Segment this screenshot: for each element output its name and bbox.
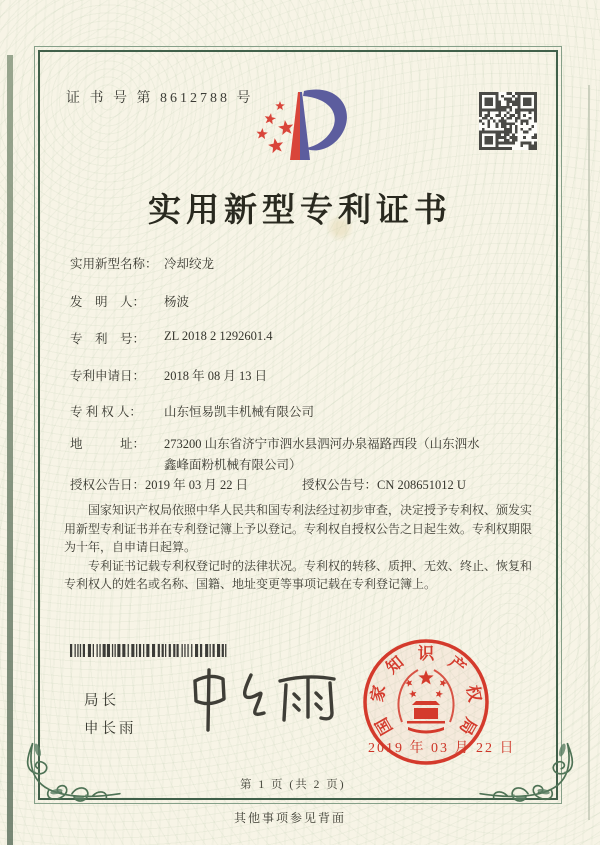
field-label: 实用新型名称：	[70, 257, 158, 271]
grant-number	[302, 475, 466, 493]
field-value: 2018 年 08 月 13 日	[164, 369, 268, 383]
seal-ring-char: 家	[367, 683, 390, 704]
grant-date-value: 2019 年 03 月 22 日	[145, 478, 249, 492]
signature-handwriting	[182, 666, 342, 741]
field-filing-date	[70, 366, 267, 384]
barcode	[70, 644, 232, 658]
field-label: 专利申请日：	[70, 369, 146, 383]
field-patentee	[70, 402, 314, 420]
page-indicator: 第 1 页 (共 2 页)	[240, 779, 346, 791]
corner-ornament-left-icon	[20, 698, 124, 802]
certificate-title: 实用新型专利证书	[148, 193, 452, 229]
field-label: 专 利 权 人：	[70, 405, 142, 419]
field-value: 山东恒易凯丰机械有限公司	[164, 405, 315, 419]
qr-code	[479, 92, 537, 150]
commissioner-title: 局长	[84, 693, 119, 709]
body-paragraph-1: 国家知识产权局依照中华人民共和国专利法经过初步审查，决定授予专利权、颁发实用新型专利证书并在专利登记簿上予以登记。专利权自授权公告之日起生效。专利权期限为十年，自申请日起算。	[64, 503, 533, 555]
grant-date	[70, 475, 248, 493]
back-note: 其他事项参见背面	[233, 811, 346, 825]
body-paragraph-2: 专利证书记载专利权登记时的法律状况。专利权的转移、质押、无效、终止、恢复和专利权人的姓名或名称、国籍、地址变更等事项记载在专利登记簿上。	[64, 558, 533, 592]
seal-ring-char: 识	[417, 644, 435, 663]
seal-date: 2019 年 03 月 22 日	[368, 741, 516, 756]
seal-ring-char: 产	[444, 652, 470, 678]
scan-edge-left	[7, 55, 13, 845]
seal-ring-char: 局	[455, 714, 481, 739]
field-value: ZL 2018 2 1292601.4	[164, 329, 273, 343]
field-value: 冷却绞龙	[164, 257, 215, 271]
field-utility-model-name	[70, 254, 214, 272]
grant-number-value: CN 208651012 U	[377, 478, 466, 492]
commissioner-name: 申长雨	[84, 721, 137, 737]
field-patent-number	[70, 329, 273, 347]
cnipa-logo-icon	[238, 76, 362, 184]
field-inventor	[70, 292, 189, 310]
field-label: 地 址：	[70, 437, 146, 451]
seal-ring-char: 知	[382, 652, 408, 678]
grant-number-label: 授权公告号：	[302, 478, 378, 492]
field-label: 专 利 号：	[70, 332, 146, 346]
field-value: 杨波	[164, 295, 190, 309]
field-address	[70, 434, 480, 476]
certificate-number: 证 书 号 第 8612788 号	[66, 91, 254, 106]
grant-date-label: 授权公告日：	[70, 478, 146, 492]
field-label: 发 明 人：	[70, 295, 146, 309]
field-value: 273200 山东省济宁市泗水县泗河办泉福路西段（山东泗水鑫峰面粉机械有限公司）	[164, 437, 480, 472]
certificate-body-text	[64, 501, 536, 594]
seal-ring-char: 权	[462, 683, 485, 704]
seal-ring-char: 国	[371, 714, 397, 739]
corner-ornament-right-icon	[476, 698, 580, 802]
